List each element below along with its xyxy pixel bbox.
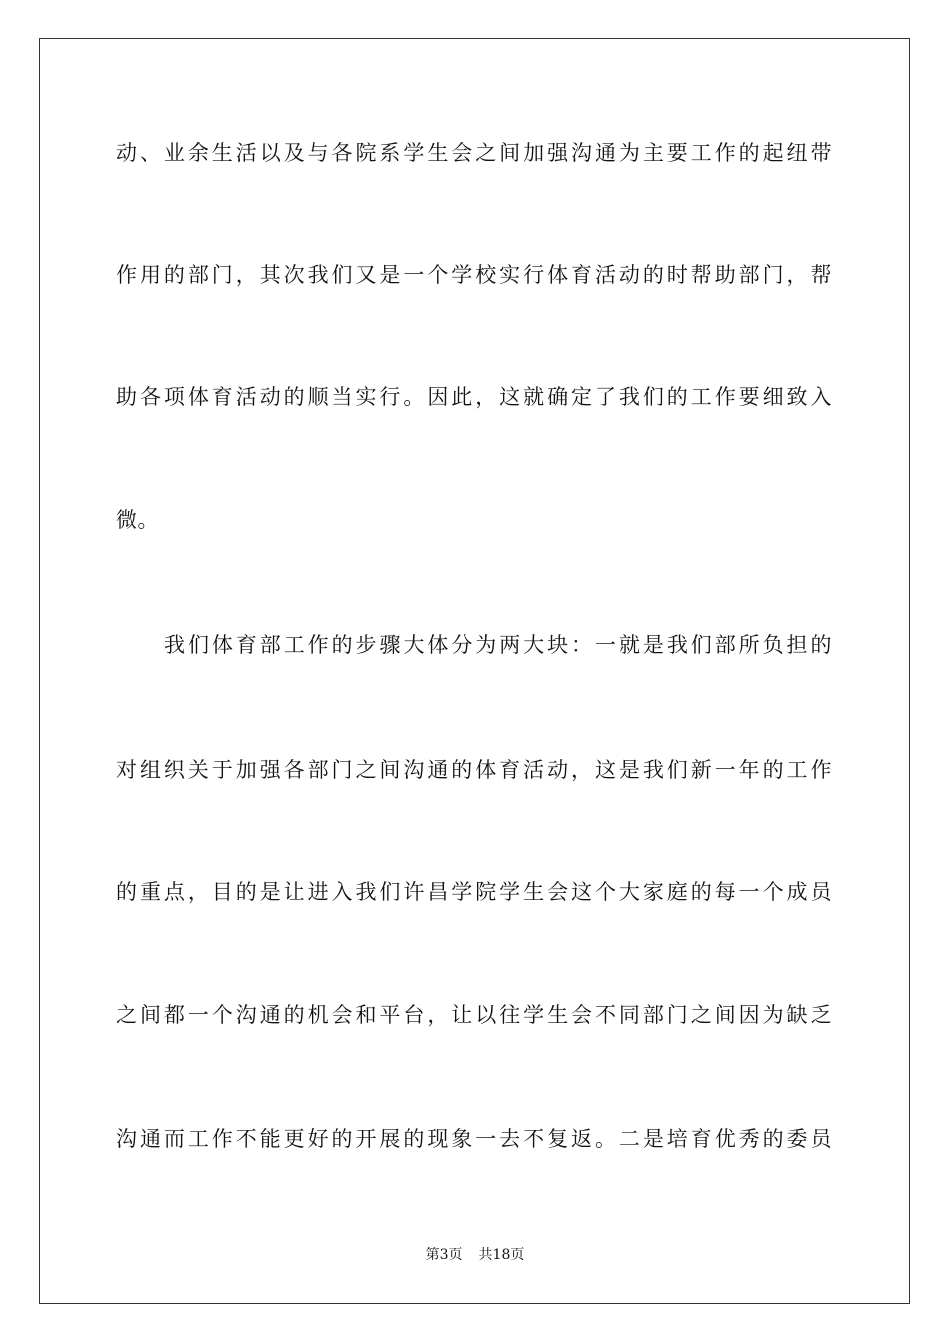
- body-text-line-2: 作用的部门，其次我们又是一个学校实行体育活动的时帮助部门，帮: [116, 263, 832, 287]
- body-text-line-7: 的重点，目的是让进入我们许昌学院学生会这个大家庭的每一个成员: [116, 880, 832, 904]
- total-pages-label: 共18页: [478, 1247, 525, 1263]
- body-text-line-8: 之间都一个沟通的机会和平台，让以往学生会不同部门之间因为缺乏: [116, 1003, 832, 1027]
- page-frame: [39, 38, 910, 1304]
- body-text-line-1: 动、业余生活以及与各院系学生会之间加强沟通为主要工作的起纽带: [116, 141, 832, 165]
- body-text-line-5: 我们体育部工作的步骤大体分为两大块：一就是我们部所负担的: [164, 633, 832, 657]
- body-text-line-3: 助各项体育活动的顺当实行。因此，这就确定了我们的工作要细致入: [116, 385, 832, 409]
- body-text-line-4: 微。: [116, 508, 159, 532]
- body-text-line-9: 沟通而工作不能更好的开展的现象一去不复返。二是培育优秀的委员: [116, 1127, 832, 1151]
- body-text-line-6: 对组织关于加强各部门之间沟通的体育活动，这是我们新一年的工作: [116, 758, 832, 782]
- current-page-label: 第3页: [425, 1247, 463, 1263]
- page-footer: [0, 1245, 950, 1265]
